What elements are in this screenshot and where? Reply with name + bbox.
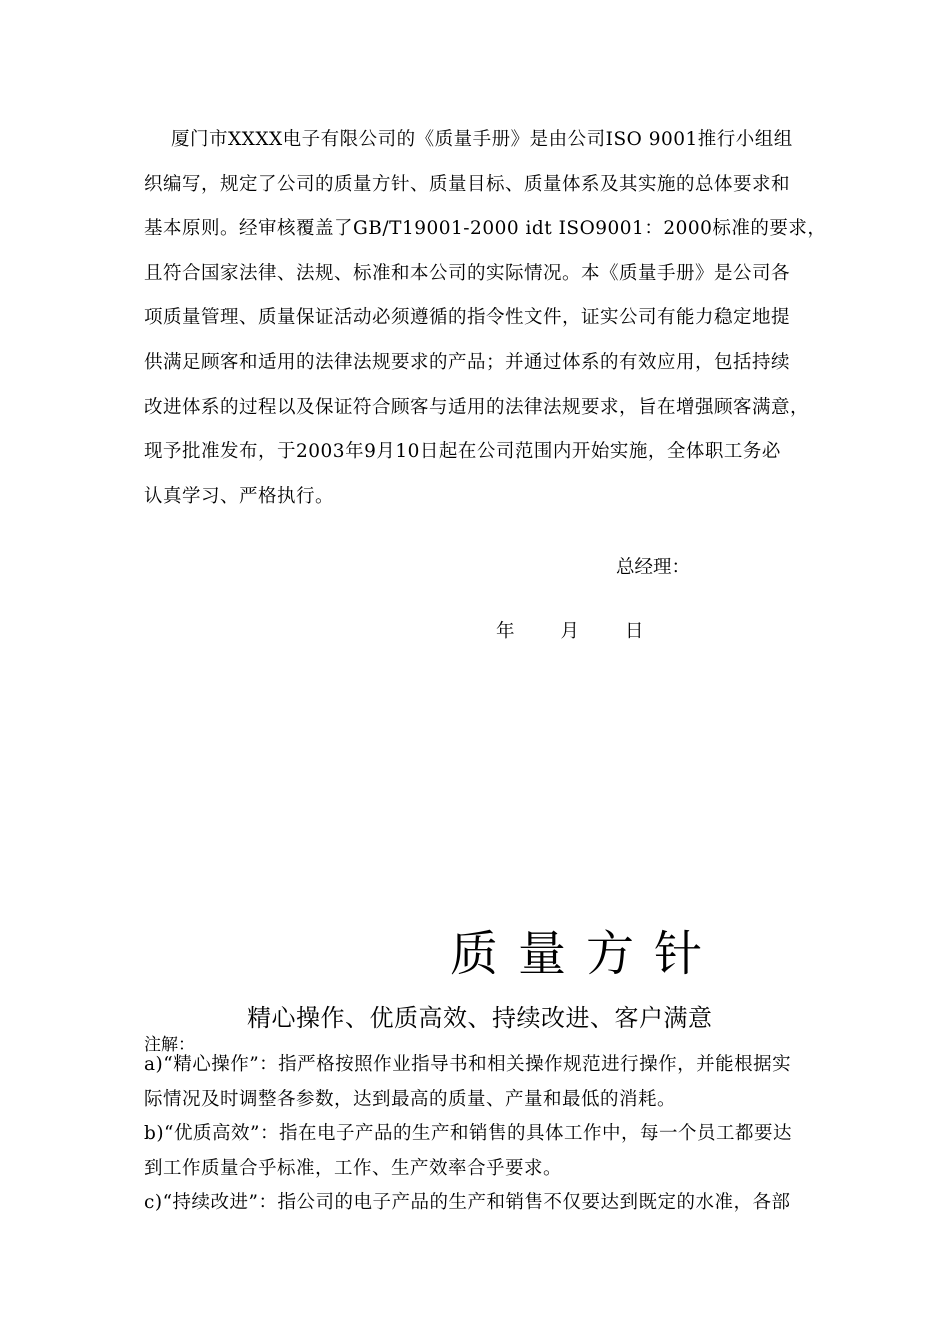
policy-notes [144,1048,824,1221]
paragraph-line: 项质量管理、质量保证活动必须遵循的指令性文件，证实公司有能力稳定地提 [144,307,791,329]
approval-paragraph [144,118,827,519]
paragraph-line: 改进体系的过程以及保证符合顾客与适用的法律法规要求，旨在增强顾客满意， [144,396,810,418]
general-manager-label: 总经理： [616,557,691,578]
note-line: b)“优质高效”：指在电子产品的生产和销售的具体工作中，每一个员工都要达 [144,1123,792,1144]
quality-policy-slogan: 精心操作、优质高效、持续改进、客户满意 [247,1004,713,1032]
note-line: 到工作质量合乎标准，工作、生产效率合乎要求。 [144,1157,563,1179]
paragraph-line: 基本原则。经审核覆盖了GB/T19001-2000 idt ISO9001：2000标准的要求， [144,218,827,240]
paragraph-line: 织编写，规定了公司的质量方针、质量目标、质量体系及其实施的总体要求和 [144,173,791,195]
date-day-label: 日 [625,621,644,642]
note-line: 际情况及时调整各参数，达到最高的质量、产量和最低的消耗。 [144,1088,677,1110]
paragraph-line: 现予批准发布，于2003年9月10日起在公司范围内开始实施，全体职工务必 [144,441,781,463]
paragraph-line: 且符合国家法律、法规、标准和本公司的实际情况。本《质量手册》是公司各 [144,262,791,284]
paragraph-line: 供满足顾客和适用的法律法规要求的产品；并通过体系的有效应用，包括持续 [144,351,791,373]
quality-policy-title: 质量方针 [450,926,723,982]
date-month-label: 月 [560,621,580,642]
paragraph-line: 认真学习、严格执行。 [144,485,335,507]
paragraph-line: 厦门市XXXX电子有限公司的《质量手册》是由公司ISO 9001推行小组组 [171,129,793,150]
note-line: c)“持续改进”：指公司的电子产品的生产和销售不仅要达到既定的水准，各部 [144,1192,791,1213]
date-year-label: 年 [496,621,515,642]
signature-date [496,617,644,643]
note-line: a)“精心操作”：指严格按照作业指导书和相关操作规范进行操作，并能根据实 [144,1054,792,1075]
notes-label: 注解： [144,1035,195,1055]
